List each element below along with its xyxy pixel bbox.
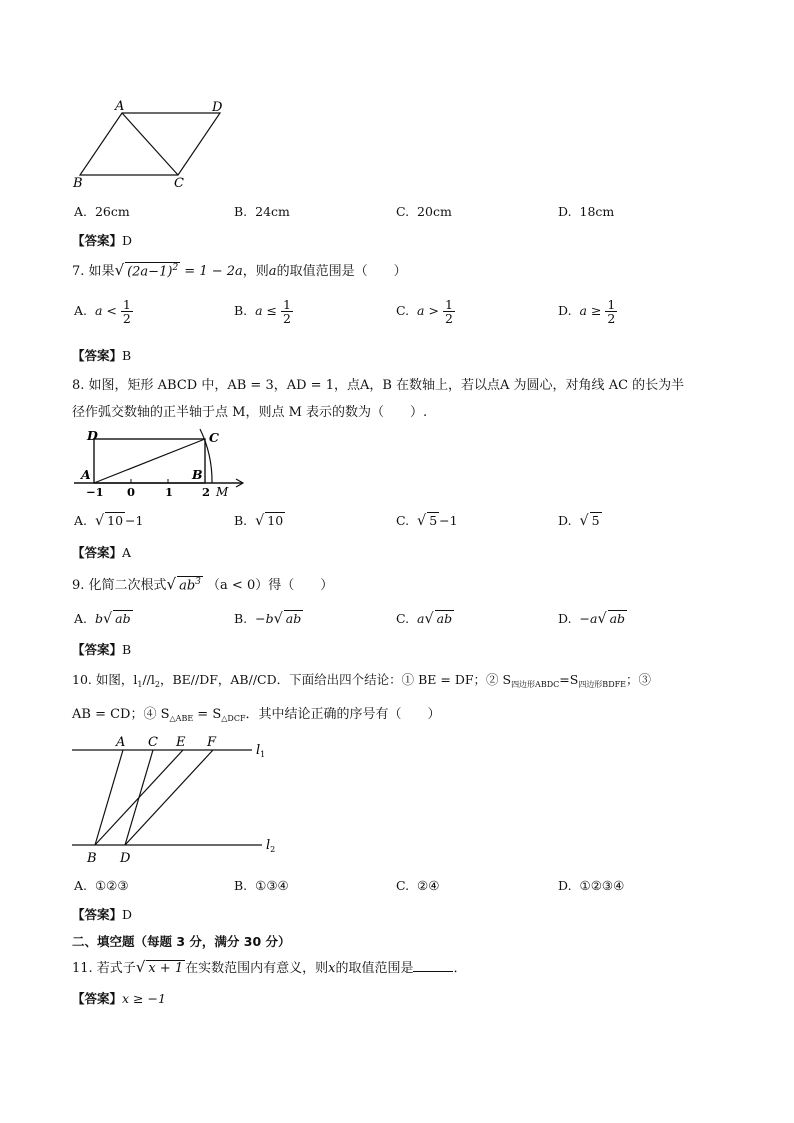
q7-option-c: C. a > $\frac{1}{2}$ (396, 297, 453, 327)
q8-number-line-figure (70, 424, 250, 500)
q8-tick-1: 1 (165, 485, 174, 499)
q9-option-d: D. −a√ ab (558, 611, 626, 627)
q10-option-c: C. ②④ (396, 878, 440, 893)
q10-label-e: E (176, 735, 186, 750)
q10-answer: 【答案】D (72, 907, 133, 922)
q8-tick-neg1: −1 (86, 485, 104, 499)
q8-label-c: C (209, 430, 219, 445)
q8-tick-0: 0 (127, 485, 136, 499)
q8-option-c: C. √ 5 −1 (396, 513, 458, 529)
q10-label-l2: $l_2$ (266, 838, 276, 854)
q10-option-d: D. ①②③④ (558, 878, 625, 893)
q6-parallelogram-figure (70, 95, 240, 195)
q6-label-c: C (174, 176, 184, 191)
q8-option-b: B. √ 10 (234, 513, 284, 529)
q11-question: 11. 若式子√ x + 1 在实数范围内有意义，则x的取值范围是 ． (72, 958, 467, 976)
q8-answer: 【答案】A (72, 545, 132, 560)
q6-label-d: D (212, 100, 223, 115)
q6-option-c: C. 20cm (396, 204, 452, 219)
q7-option-b: B. a ≤ $\frac{1}{2}$ (234, 297, 291, 327)
q8-question-line1: 8. 如图，矩形 ABCD 中，AB = 3，AD = 1，点A，B 在数轴上，若以点A 为圆心，对角线 AC 的长为半 (72, 378, 685, 393)
q6-answer: 【答案】D (72, 233, 133, 248)
q7-answer: 【答案】B (72, 348, 132, 363)
q9-option-a: A. b√ ab (74, 611, 131, 627)
q10-label-l1: $l_1$ (256, 743, 266, 759)
q8-tick-2: 2 (202, 485, 211, 499)
q7-option-d: D. a ≥ $\frac{1}{2}$ (558, 297, 616, 327)
q10-label-d: D (120, 851, 131, 866)
q8-label-m: M (216, 485, 229, 499)
section2-title: 二、填空题（每题 3 分，满分 30 分） (72, 934, 291, 949)
q9-option-b: B. −b√ ab (234, 611, 302, 627)
q10-label-a: A (116, 735, 126, 750)
q10-option-b: B. ①③④ (234, 878, 289, 893)
q9-question: 9. 化简二次根式√ $ab^3$ （a < 0）得（ ） (72, 575, 334, 593)
q9-option-c: C. a√ ab (396, 611, 453, 627)
q10-label-f: F (207, 735, 217, 750)
q11-blank (413, 971, 453, 972)
q9-answer: 【答案】B (72, 642, 132, 657)
q10-question-line1: 10. 如图，$l_1//l_2$，BE//DF，AB//CD．下面给出四个结论：① BE = DF；② $S_{四边形ABDC}=S_{四边形BDFE}$；③ (72, 672, 652, 689)
q10-question-line2: AB = CD；④ $S_{\triangle ABE} = S_{\triangle DCF}$．其中结论正确的序号有（ ） (72, 707, 441, 723)
q10-parallel-lines-figure (70, 730, 290, 868)
q6-label-b: B (73, 176, 83, 191)
q8-question-line2: 径作弧交数轴的正半轴于点 M，则点 M 表示的数为（ ）. (72, 405, 428, 420)
q10-label-c: C (148, 735, 158, 750)
q8-label-d: D (87, 428, 98, 443)
q8-label-b: B (192, 467, 203, 482)
q10-option-a: A. ①②③ (74, 878, 129, 893)
q6-option-b: B. 24cm (234, 204, 290, 219)
q7-question: 7. 如果√ $(2a-1)^2 = 1 - 2a$，则a的取值范围是（ ） (72, 261, 407, 279)
q6-option-a: A. 26cm (74, 204, 130, 219)
q7-option-a: A. a < $\frac{1}{2}$ (74, 297, 131, 327)
q10-label-b: B (87, 851, 97, 866)
q8-option-d: D. √ 5 (558, 513, 600, 529)
q11-answer: 【答案】x ≥ −1 (72, 991, 166, 1006)
q6-option-d: D. 18cm (558, 204, 615, 219)
q6-label-a: A (115, 99, 125, 114)
q8-option-a: A. √ 10 −1 (74, 513, 144, 529)
q8-label-a: A (81, 467, 91, 482)
